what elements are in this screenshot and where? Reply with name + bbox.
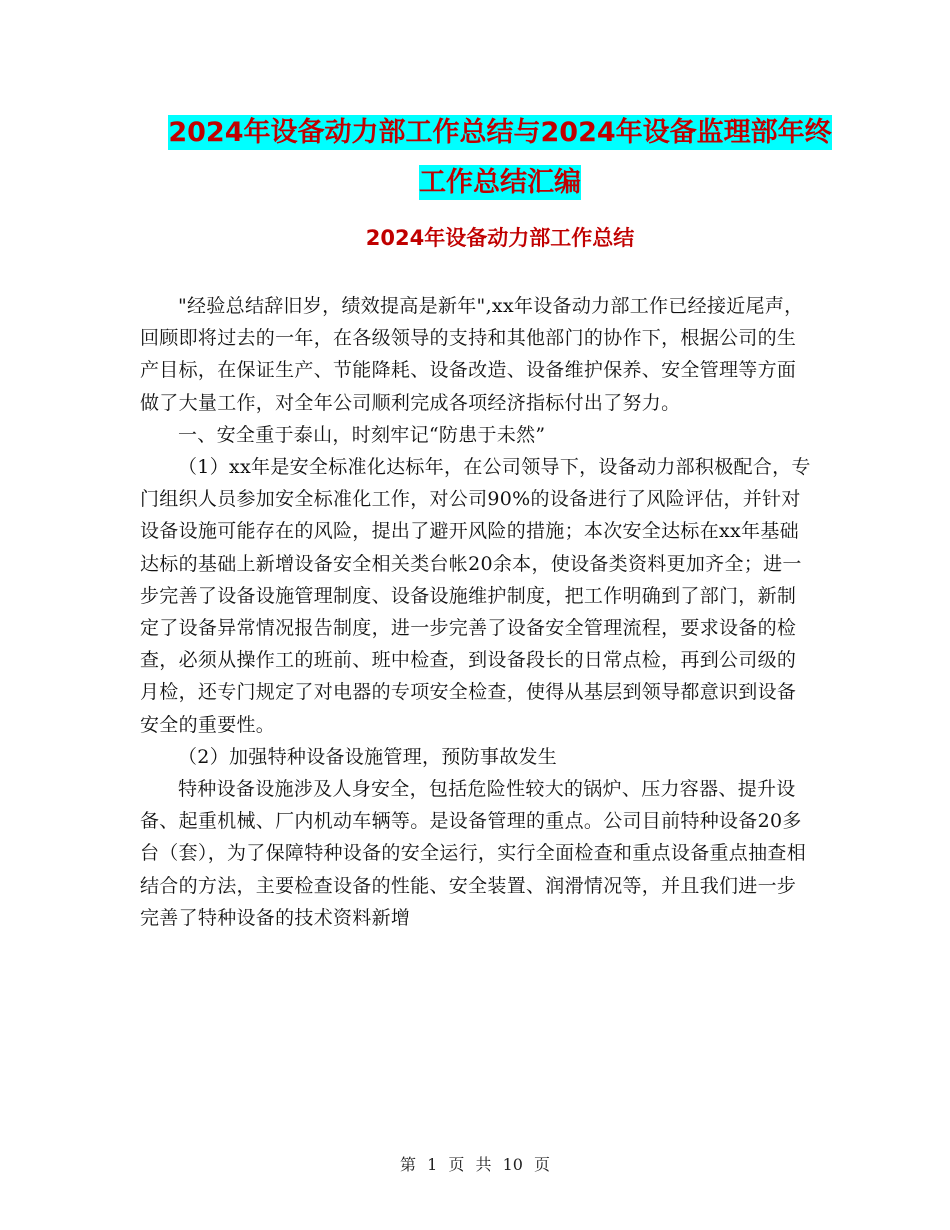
document-title-line2: 工作总结汇编 [419,167,581,198]
paragraph-safety-standard: （1）xx年是安全标准化达标年，在公司领导下，设备动力部积极配合，专门组织人员参加安全标准化工作，对公司90%的设备进行了风险评估，并针对设备设施可能存在的风险，提出了避开风险的措施；本次安全达标在xx年基础达标的基础上新增设备安全相关类台帐20余本，使设备类资料更加齐全；进一步完善了设备设施管理制度、设备设施维护制度，把工作明确到了部门，新制定了设备异常情况报告制度，进一步完善了设备安全管理流程，要求设备的检查，必须从操作工的班前、班中检查，到设备段长的日常点检，再到公司级的月检，还专门规定了对电器的专项安全检查，使得从基层到领导都意识到设备安全的重要性。 [140,456,811,736]
page-footer [0,1152,950,1175]
footer-total-prefix: 共 [475,1155,492,1174]
paragraph-intro: "经验总结辞旧岁，绩效提高是新年",xx年设备动力部工作已经接近尾声，回顾即将过去的一年，在各级领导的支持和其他部门的协作下，根据公司的生产目标，在保证生产、节能降耗、设备改造、设备维护保养、安全管理等方面做了大量工作，对全年公司顺利完成各项经济指标付出了努力。 [140,295,804,414]
document-body [140,290,812,934]
footer-page-current: 1 [427,1155,438,1174]
paragraph-heading-safety: 一、安全重于泰山，时刻牢记“防患于未然” [178,423,546,446]
document-title [140,108,860,208]
footer-page-total: 10 [502,1155,523,1174]
footer-suffix: 页 [534,1155,551,1174]
footer-page-word: 页 [448,1155,465,1174]
footer-prefix: 第 [399,1155,416,1174]
paragraph-special-equipment: 特种设备设施涉及人身安全，包括危险性较大的锅炉、压力容器、提升设备、起重机械、厂内机动车辆等。是设备管理的重点。公司目前特种设备20多台（套），为了保障特种设备的安全运行，实行全面检查和重点设备重点抽查相结合的方法，主要检查设备的性能、安全装置、润滑情况等，并且我们进一步完善了特种设备的技术资料新增 [140,778,807,929]
section-title: 2024年设备动力部工作总结 [365,226,635,250]
document-title-line1: 2024年设备动力部工作总结与2024年设备监理部年终 [168,117,832,148]
paragraph-heading-special-equipment: （2）加强特种设备设施管理，预防事故发生 [178,745,558,768]
